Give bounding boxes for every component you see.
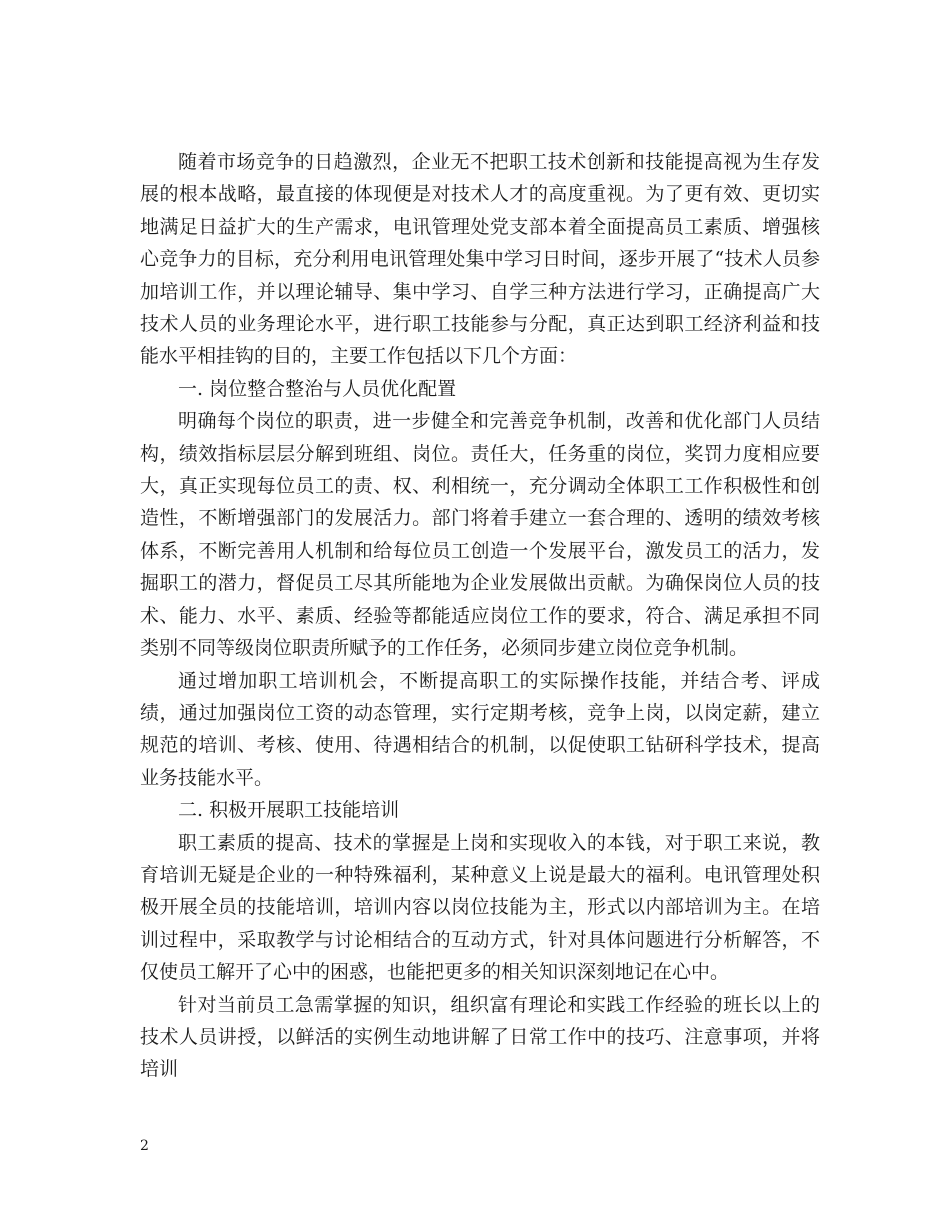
- section-heading-2: 二. 积极开展职工技能培训: [178, 799, 400, 822]
- body-paragraph: 明确每个岗位的职责，进一步健全和完善竞争机制，改善和优化部门人员结构，绩效指标层层分解到班组、岗位。责任大，任务重的岗位，奖罚力度相应要大，真正实现每位员工的责、权、利相统一，充分调动全体职工工作积极性和创造性，不断增强部门的发展活力。部门将着手建立一套合理的、透明的绩效考核体系，不断完善用人机制和给每位员工创造一个发展平台，激发员工的活力，发掘职工的潜力，督促员工尽其所能地为企业发展做出贡献。为确保岗位人员的技术、能力、水平、素质、经验等都能适应岗位工作的要求，符合、满足承担不同类别不同等级岗位职责所赋予的工作任务，必须同步建立岗位竞争机制。: [140, 410, 820, 660]
- section-heading-1: 一. 岗位整合整治与人员优化配置: [178, 377, 457, 400]
- body-paragraph: 针对当前员工急需掌握的知识，组织富有理论和实践工作经验的班长以上的技术人员讲授，以鲜活的实例生动地讲解了日常工作中的技巧、注意事项，并将培训: [140, 993, 820, 1081]
- document-body: [140, 146, 820, 1086]
- intro-paragraph: 随着市场竞争的日趋激烈，企业无不把职工技术创新和技能提高视为生存发展的根本战略，最直接的体现便是对技术人才的高度重视。为了更有效、更切实地满足日益扩大的生产需求，电讯管理处党支部本着全面提高员工素质、增强核心竞争力的目标，充分利用电讯管理处集中学习日时间，逐步开展了“技术人员参加培训工作，并以理论辅导、集中学习、自学三种方法进行学习，正确提高广大技术人员的业务理论水平，进行职工技能参与分配，真正达到职工经济利益和技能水平相挂钩的目的，主要工作包括以下几个方面：: [140, 151, 820, 368]
- page-number: 2: [140, 1138, 149, 1154]
- body-paragraph: 职工素质的提高、技术的掌握是上岗和实现收入的本钱，对于职工来说，教育培训无疑是企业的一种特殊福利，某种意义上说是最大的福利。电讯管理处积极开展全员的技能培训，培训内容以岗位技能为主，形式以内部培训为主。在培训过程中，采取教学与讨论相结合的互动方式，针对具体问题进行分析解答，不仅使员工解开了心中的困惑，也能把更多的相关知识深刻地记在心中。: [140, 831, 820, 984]
- body-paragraph: 通过增加职工培训机会，不断提高职工的实际操作技能，并结合考、评成绩，通过加强岗位工资的动态管理，实行定期考核，竞争上岗，以岗定薪，建立规范的培训、考核、使用、待遇相结合的机制，以促使职工钻研科学技术，提高业务技能水平。: [140, 669, 820, 789]
